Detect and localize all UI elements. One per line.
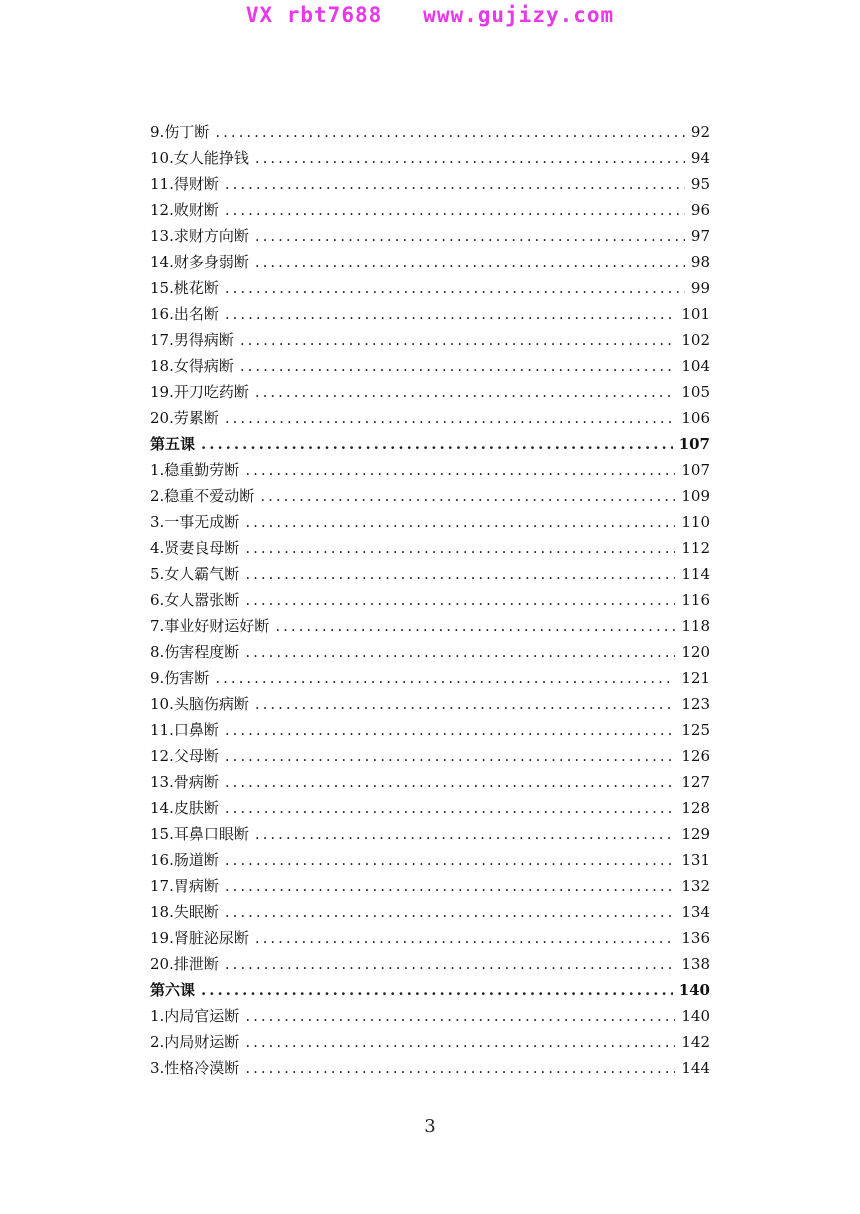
toc-entry (150, 509, 710, 535)
toc-entry-page: 127 (681, 773, 710, 791)
toc-entry-page: 109 (681, 487, 710, 505)
dot-leader (245, 561, 675, 587)
toc-entry-page: 121 (681, 669, 710, 687)
toc-entry-page: 120 (681, 643, 710, 661)
toc-entry-label: 6.女人嚣张断 (150, 591, 240, 609)
toc-entry-label: 11.口鼻断 (150, 721, 219, 739)
toc-entry (150, 119, 710, 145)
toc-entry-page: 107 (681, 461, 710, 479)
toc-entry-label: 12.败财断 (150, 201, 219, 219)
toc-entry (150, 249, 710, 275)
dot-leader (275, 613, 675, 639)
dot-leader (215, 665, 675, 691)
toc-entry-label: 2.内局财运断 (150, 1033, 240, 1051)
toc-entry-page: 132 (681, 877, 710, 895)
toc-entry-page: 110 (681, 513, 710, 531)
toc-entry (150, 275, 710, 301)
toc-entry-page: 94 (690, 149, 710, 167)
toc-entry-label: 13.骨病断 (150, 773, 219, 791)
dot-leader (255, 223, 685, 249)
dot-leader (240, 353, 676, 379)
toc-entry-page: 123 (681, 695, 710, 713)
toc-entry (150, 795, 710, 821)
toc-entry-label: 15.桃花断 (150, 279, 219, 297)
dot-leader (225, 847, 676, 873)
toc-entry (150, 535, 710, 561)
dot-leader (245, 1029, 675, 1055)
dot-leader (225, 873, 676, 899)
dot-leader (260, 483, 675, 509)
dot-leader (240, 327, 676, 353)
toc-entry-page: 129 (681, 825, 710, 843)
toc-entry (150, 301, 710, 327)
toc-entry (150, 405, 710, 431)
toc-entry-label: 15.耳鼻口眼断 (150, 825, 249, 843)
dot-leader (245, 1055, 675, 1081)
toc-entry (150, 1003, 710, 1029)
dot-leader (225, 717, 676, 743)
dot-leader (201, 977, 673, 1003)
toc-entry-label: 8.伤害程度断 (150, 643, 240, 661)
toc-entry-label: 20.劳累断 (150, 409, 219, 427)
toc-entry-label: 14.财多身弱断 (150, 253, 249, 271)
dot-leader (225, 743, 676, 769)
toc-entry-page: 101 (681, 305, 710, 323)
dot-leader (255, 821, 676, 847)
toc-entry-label: 16.出名断 (150, 305, 219, 323)
toc-entry-page: 140 (681, 1007, 710, 1025)
toc-entry-label: 1.稳重勤劳断 (150, 461, 240, 479)
toc-entry-page: 144 (681, 1059, 710, 1077)
toc-entry (150, 223, 710, 249)
toc-entry-page: 142 (681, 1033, 710, 1051)
dot-leader (201, 431, 673, 457)
toc-entry (150, 483, 710, 509)
toc-entry (150, 925, 710, 951)
toc-entry-label: 9.伤丁断 (150, 123, 210, 141)
toc-entry-page: 138 (681, 955, 710, 973)
dot-leader (245, 509, 675, 535)
toc-entry-page: 125 (681, 721, 710, 739)
toc-entry-label: 3.一事无成断 (150, 513, 240, 531)
dot-leader (225, 899, 676, 925)
toc-entry-label: 11.得财断 (150, 175, 219, 193)
toc-entry-page: 106 (681, 409, 710, 427)
toc-entry (150, 847, 710, 873)
dot-leader (245, 535, 675, 561)
toc-entry-label: 19.开刀吃药断 (150, 383, 249, 401)
dot-leader (245, 639, 675, 665)
toc-entry-page: 126 (681, 747, 710, 765)
toc-entry (150, 1055, 710, 1081)
toc-entry-label: 14.皮肤断 (150, 799, 219, 817)
dot-leader (225, 301, 676, 327)
toc-entry-label: 17.男得病断 (150, 331, 234, 349)
toc-entry-page: 105 (681, 383, 710, 401)
toc-entry-label: 19.肾脏泌尿断 (150, 929, 249, 947)
toc-entry (150, 821, 710, 847)
toc-entry (150, 951, 710, 977)
toc-entry (150, 717, 710, 743)
toc-entry-label: 第五课 (150, 435, 196, 453)
dot-leader (225, 275, 685, 301)
toc-entry (150, 145, 710, 171)
toc-entry (150, 873, 710, 899)
dot-leader (255, 691, 676, 717)
toc-entry-page: 114 (681, 565, 710, 583)
dot-leader (225, 951, 676, 977)
dot-leader (255, 249, 685, 275)
toc-entry-page: 104 (681, 357, 710, 375)
toc-entry-page: 92 (690, 123, 710, 141)
toc-entry-page: 116 (681, 591, 710, 609)
dot-leader (215, 119, 685, 145)
toc-entry-page: 102 (681, 331, 710, 349)
toc-entry-label: 12.父母断 (150, 747, 219, 765)
page-number: 3 (424, 1116, 436, 1137)
toc-entry-page: 95 (690, 175, 710, 193)
toc-entry-label: 10.女人能挣钱 (150, 149, 249, 167)
toc-entry-page: 140 (678, 981, 710, 999)
toc-entry (150, 327, 710, 353)
toc-entry-label: 17.胃病断 (150, 877, 219, 895)
dot-leader (225, 171, 685, 197)
dot-leader (245, 587, 675, 613)
toc-entry-page: 107 (678, 435, 710, 453)
toc-entry-page: 134 (681, 903, 710, 921)
dot-leader (225, 769, 676, 795)
toc-entry-page: 97 (690, 227, 710, 245)
toc-entry-page: 99 (690, 279, 710, 297)
toc-entry (150, 743, 710, 769)
toc-entry-page: 131 (681, 851, 710, 869)
toc-entry (150, 561, 710, 587)
toc-entry-label: 3.性格冷漠断 (150, 1059, 240, 1077)
toc-entry-label: 7.事业好财运好断 (150, 617, 270, 635)
toc-entry-label: 第六课 (150, 981, 196, 999)
dot-leader (225, 405, 676, 431)
toc-entry (150, 353, 710, 379)
toc-section-heading (150, 977, 710, 1003)
toc-entry (150, 899, 710, 925)
dot-leader (255, 145, 685, 171)
dot-leader (245, 1003, 675, 1029)
toc-entry-label: 18.失眠断 (150, 903, 219, 921)
dot-leader (225, 795, 676, 821)
toc-entry-page: 112 (681, 539, 710, 557)
toc-entry-page: 98 (690, 253, 710, 271)
table-of-contents (150, 119, 710, 1081)
toc-entry (150, 197, 710, 223)
dot-leader (225, 197, 685, 223)
toc-entry-label: 2.稳重不爱动断 (150, 487, 255, 505)
toc-entry-label: 10.头脑伤病断 (150, 695, 249, 713)
watermark-text: VX rbt7688 www.gujizy.com (245, 3, 615, 27)
toc-entry-page: 128 (681, 799, 710, 817)
toc-entry (150, 1029, 710, 1055)
dot-leader (255, 379, 676, 405)
toc-entry-label: 16.肠道断 (150, 851, 219, 869)
toc-entry-label: 4.贤妻良母断 (150, 539, 240, 557)
toc-entry-label: 13.求财方向断 (150, 227, 249, 245)
toc-entry (150, 171, 710, 197)
toc-entry (150, 665, 710, 691)
toc-section-heading (150, 431, 710, 457)
toc-entry-label: 5.女人霸气断 (150, 565, 240, 583)
toc-entry (150, 587, 710, 613)
dot-leader (255, 925, 676, 951)
toc-entry (150, 457, 710, 483)
toc-entry-label: 20.排泄断 (150, 955, 219, 973)
toc-entry-label: 9.伤害断 (150, 669, 210, 687)
toc-entry-label: 1.内局官运断 (150, 1007, 240, 1025)
toc-entry (150, 379, 710, 405)
toc-entry (150, 691, 710, 717)
toc-entry-page: 136 (681, 929, 710, 947)
toc-entry-page: 96 (690, 201, 710, 219)
dot-leader (245, 457, 675, 483)
toc-entry-label: 18.女得病断 (150, 357, 234, 375)
toc-entry-page: 118 (681, 617, 710, 635)
toc-entry (150, 639, 710, 665)
toc-entry (150, 769, 710, 795)
toc-entry (150, 613, 710, 639)
